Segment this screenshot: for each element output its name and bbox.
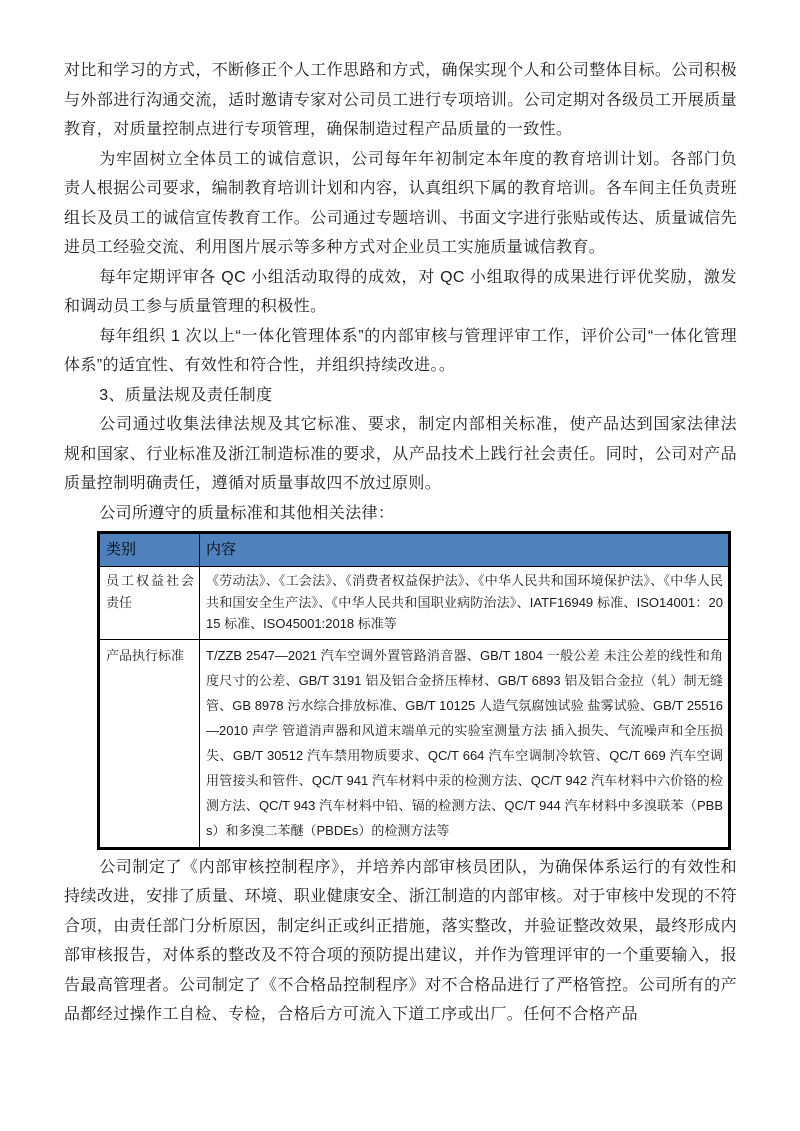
table-header-row [99, 533, 730, 567]
content-cell: T/ZZB 2547—2021 汽车空调外置管路消音器、GB/T 1804 一般公差 未注公差的线性和角度尺寸的公差、GB/T 3191 铝及铝合金挤压棒材、GB/T 6893 铝及铝合金拉（轧）制无缝管、GB 8978 污水综合排放标准、GB/T 10125 人造气氛腐蚀试验 盐雾试验、GB/T 25516—2010 声学 管道消声器和风道末端单元的实验室测量方法 插入损失、气流噪声和全压损失、GB/T 30512 汽车禁用物质要求、QC/T 664 汽车空调制冷软管、QC/T 669 汽车空调用管接头和管件、QC/T 941 汽车材料中汞的检测方法、QC/T 942 汽车材料中六价铬的检测方法、QC/T 943 汽车材料中铅、镉的检测方法、QC/T 944 汽车材料中多溴联苯（PBBs）和多溴二苯醚（PBDEs）的检测方法等 [200, 639, 730, 848]
paragraph-standards-collection: 公司通过收集法律法规及其它标准、要求，制定内部相关标准，使产品达到国家法律法规和国家、行业标准及浙江制造标准的要求，从产品技术上践行社会责任。同时，公司对产品质量控制明确责任，遵循对质量事故四不放过原则。 [64, 416, 737, 492]
paragraph-internal-audit-procedure: 公司制定了《内部审核控制程序》，并培养内部审核员团队，为确保体系运行的有效性和持续改进，安排了质量、环境、职业健康安全、浙江制造的内部审核。对于审核中发现的不符合项，由责任部门分析原因，制定纠正或纠正措施，落实整改，并验证整改效果，最终形成内部审核报告，对体系的整改及不符合项的预防提出建议，并作为管理评审的一个重要输入，报告最高管理者。公司制定了《不合格品控制程序》对不合格品进行了严格管控。公司所有的产品都经过操作工自检、专检，合格后方可流入下道工序或出厂。任何不合格产品 [64, 858, 737, 1023]
section-heading-quality-regulations: 3、质量法规及责任制度 [99, 386, 273, 404]
paragraph-table-lead-in: 公司所遵守的质量标准和其他相关法律： [99, 504, 395, 522]
paragraph-management-system-audit: 每年组织 1 次以上“一体化管理体系”的内部审核与管理评审工作，评价公司“一体化管理体系”的适宜性、有效性和符合性，并组织持续改进。。 [64, 327, 737, 374]
category-cell: 产品执行标准 [99, 639, 200, 848]
table-row-employee-rights [99, 567, 730, 640]
standards-table [97, 531, 731, 850]
content-cell: 《劳动法》、《工会法》、《消费者权益保护法》、《中华人民共和国环境保护法》、《中华人民共和国安全生产法》、《中华人民共和国职业病防治法》、IATF16949 标准、ISO14001：2015 标准、ISO45001:2018 标准等 [200, 567, 730, 640]
paragraph-continuation: 对比和学习的方式，不断修正个人工作思路和方式，确保实现个人和公司整体目标。公司积极与外部进行沟通交流，适时邀请专家对公司员工进行专项培训。公司定期对各级员工开展质量教育，对质量控制点进行专项管理，确保制造过程产品质量的一致性。 [64, 62, 737, 138]
table-row-product-standards [99, 639, 730, 848]
paragraph-qc-review: 每年定期评审各 QC 小组活动取得的成效，对 QC 小组取得的成果进行评优奖励，激发和调动员工参与质量管理的积极性。 [64, 268, 737, 315]
table-header-content: 内容 [200, 533, 730, 567]
paragraph-integrity-education: 为牢固树立全体员工的诚信意识，公司每年年初制定本年度的教育培训计划。各部门负责人根据公司要求，编制教育培训计划和内容，认真组织下属的教育培训。各车间主任负责班组长及员工的诚信宣传教育工作。公司通过专题培训、书面文字进行张贴或传达、质量诚信先进员工经验交流、利用图片展示等多种方式对企业员工实施质量诚信教育。 [64, 150, 737, 256]
category-cell: 员工权益社会责任 [99, 567, 200, 640]
table-header-category: 类别 [99, 533, 200, 567]
